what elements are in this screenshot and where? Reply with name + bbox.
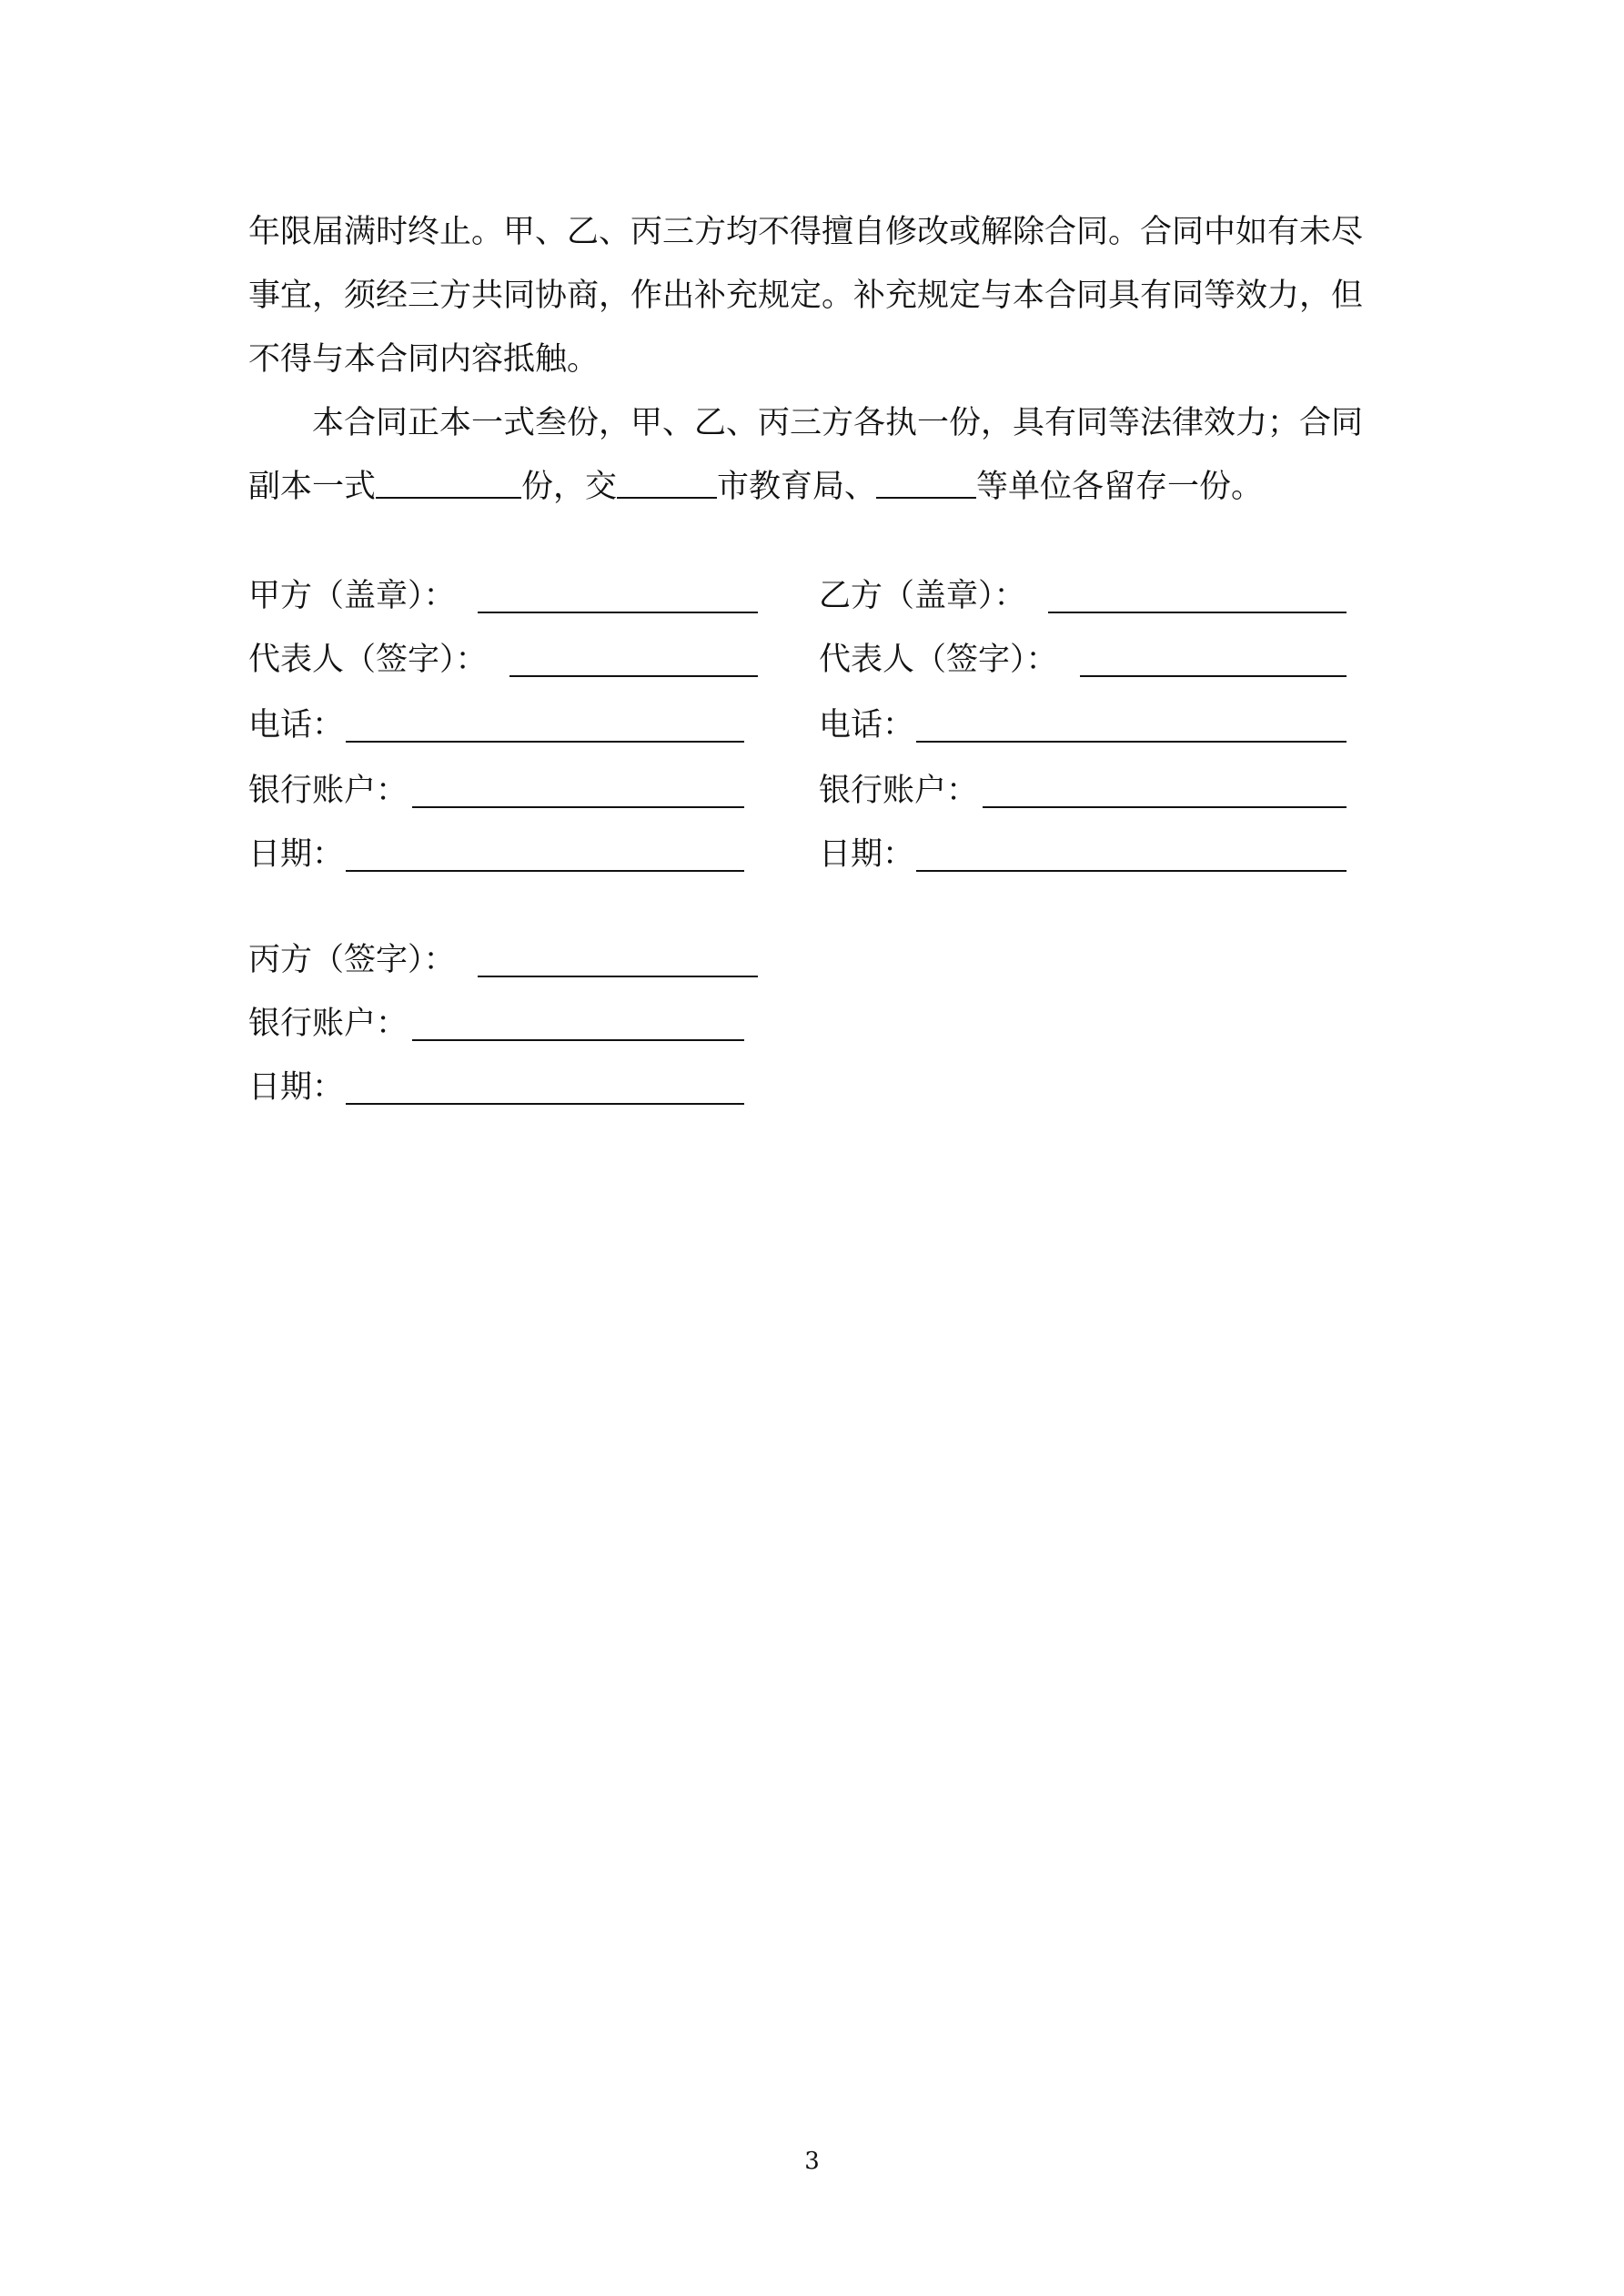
party-b-seal-row	[819, 575, 1347, 617]
party-b-representative-row	[819, 639, 1347, 681]
party-b-date-row	[819, 834, 1347, 875]
party-c-date-row	[248, 1067, 744, 1108]
party-b-representative-label: 代表人（签字）：	[819, 642, 1058, 678]
party-b-bank-label: 银行账户：	[819, 773, 979, 809]
party-a-phone-row	[248, 704, 744, 746]
party-a-seal-row	[248, 575, 758, 617]
paragraph-copies	[248, 391, 1386, 519]
party-c-bank-line[interactable]	[412, 1039, 744, 1041]
page-number: 3	[804, 2148, 820, 2175]
party-a-bank-row	[248, 770, 744, 812]
party-a-seal-label: 甲方（盖章）：	[248, 578, 456, 614]
party-b-bank-line[interactable]	[983, 806, 1347, 808]
party-a-representative-line[interactable]	[509, 675, 758, 677]
party-c-signature-label: 丙方（签字）：	[248, 942, 456, 978]
party-c-bank-label: 银行账户：	[248, 1006, 409, 1042]
party-b-phone-row	[819, 704, 1347, 746]
party-b-phone-line[interactable]	[916, 741, 1347, 743]
copies-text-a: 本合同正本一式叁份，甲、乙、丙三方各执一份，具有同等法律效力；合同副本一式	[248, 405, 1364, 505]
party-c-signature-row	[248, 939, 758, 981]
party-a-date-label: 日期：	[248, 836, 345, 873]
party-b-seal-line[interactable]	[1048, 612, 1347, 613]
party-a-seal-line[interactable]	[478, 612, 758, 613]
party-c-signature-line[interactable]	[478, 976, 758, 977]
copies-text-d: 等单位各留存一份。	[976, 469, 1264, 505]
party-a-phone-label: 电话：	[248, 707, 345, 743]
paragraph-contract-termination: 年限届满时终止。甲、乙、丙三方均不得擅自修改或解除合同。合同中如有未尽事宜，须经三方共同协商，作出补充规定。补充规定与本合同具有同等效力，但不得与本合同内容抵触。	[248, 214, 1364, 378]
copies-count-blank[interactable]	[376, 470, 521, 499]
party-a-bank-label: 银行账户：	[248, 773, 409, 809]
party-a-representative-label: 代表人（签字）：	[248, 642, 488, 678]
party-b-date-label: 日期：	[819, 836, 915, 873]
party-b-seal-label: 乙方（盖章）：	[819, 578, 1026, 614]
copies-text-c: 市教育局、	[717, 469, 877, 505]
party-c-date-line[interactable]	[346, 1103, 744, 1105]
party-a-phone-line[interactable]	[346, 741, 744, 743]
party-b-representative-line[interactable]	[1080, 675, 1347, 677]
unit-blank[interactable]	[876, 470, 976, 499]
party-a-date-line[interactable]	[346, 870, 744, 872]
party-b-date-line[interactable]	[916, 870, 1347, 872]
party-a-date-row	[248, 834, 744, 875]
party-b-phone-label: 电话：	[819, 707, 915, 743]
city-blank[interactable]	[617, 470, 717, 499]
party-b-bank-row	[819, 770, 1347, 812]
party-a-bank-line[interactable]	[412, 806, 744, 808]
party-c-date-label: 日期：	[248, 1069, 345, 1106]
copies-text-b: 份，交	[521, 469, 618, 505]
party-c-bank-row	[248, 1003, 744, 1045]
party-a-representative-row	[248, 639, 758, 681]
